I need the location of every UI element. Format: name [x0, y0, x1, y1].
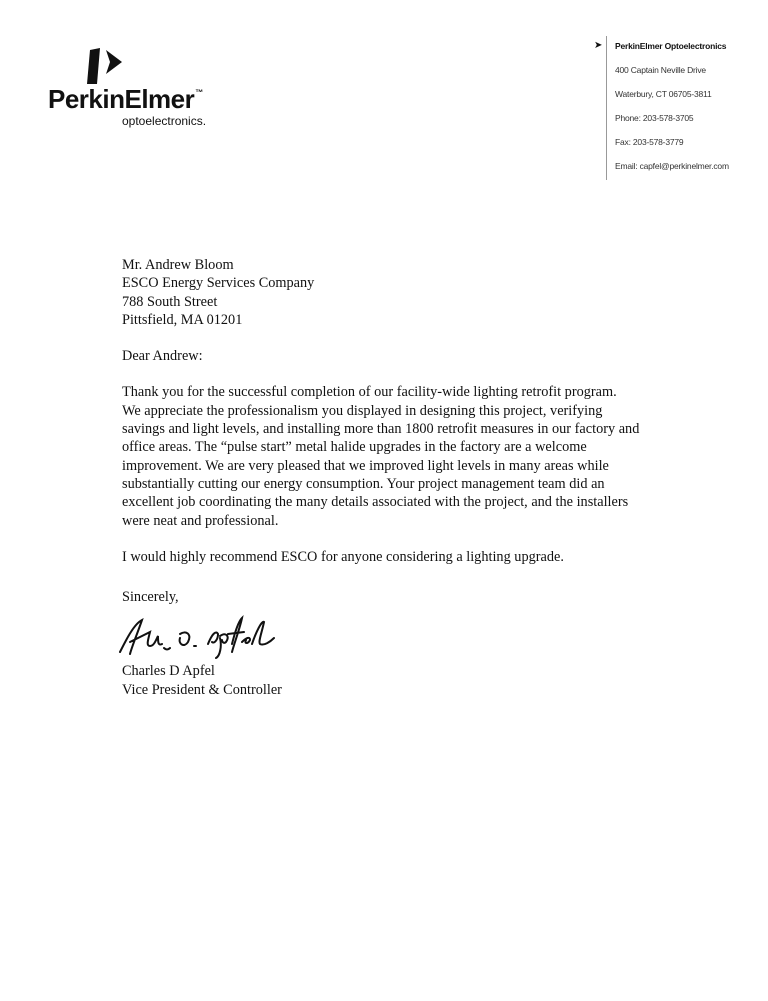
perkinelmer-logo: [48, 44, 228, 126]
recipient-company: ESCO Energy Services Company: [122, 275, 315, 292]
sender-contact-block: [594, 36, 756, 180]
signer-name: Charles D Apfel: [122, 663, 215, 680]
letter-body: [122, 256, 682, 699]
logo-wordmark: [48, 84, 203, 115]
signer-title: Vice President & Controller: [122, 681, 282, 698]
contact-city: Waterbury, CT 06705-3811: [615, 89, 712, 99]
paragraph-1: [122, 383, 682, 529]
logo-trademark: ™: [195, 88, 203, 97]
contact-fax: Fax: 203-578-3779: [615, 137, 684, 147]
signer-block: [122, 662, 682, 699]
logo-subtitle: optoelectronics.: [122, 114, 207, 128]
logo-mark-icon: [86, 44, 146, 86]
salutation: Dear Andrew:: [122, 348, 203, 365]
paragraph-2: I would highly recommend ESCO for anyone considering a lighting upgrade.: [122, 548, 564, 565]
right-arrow-icon: ➤: [594, 40, 603, 51]
paragraph-line: Thank you for the successful completion of our facility-wide lighting retrofit program.: [122, 384, 617, 401]
contact-company: PerkinElmer Optoelectronics: [615, 41, 727, 51]
paragraph-line: office areas. The “pulse start” metal halide upgrades in the factory are a welcome: [122, 439, 587, 456]
contact-street: 400 Captain Neville Drive: [615, 65, 706, 75]
logo-company-name: PerkinElmer: [48, 84, 195, 114]
paragraph-line: savings and light levels, and installing more than 1800 retrofit measures in our factory and: [122, 421, 640, 438]
recipient-street: 788 South Street: [122, 293, 218, 310]
paragraph-line: excellent job coordinating the many details associated with the project, and the installers: [122, 494, 629, 511]
handwritten-signature-icon: [116, 612, 286, 662]
recipient-address: [122, 256, 682, 329]
contact-email: Email: capfel@perkinelmer.com: [615, 161, 729, 171]
closing: Sincerely,: [122, 589, 179, 606]
paragraph-line: improvement. We are very pleased that we improved light levels in many areas while: [122, 457, 609, 474]
paragraph-line: were neat and professional.: [122, 512, 279, 529]
contact-phone: Phone: 203-578-3705: [615, 113, 694, 123]
paragraph-line: substantially cutting our energy consumption. Your project management team did an: [122, 475, 605, 492]
paragraph-line: We appreciate the professionalism you displayed in designing this project, verifying: [122, 402, 603, 419]
recipient-name: Mr. Andrew Bloom: [122, 257, 234, 273]
contact-lines: [606, 36, 756, 180]
recipient-city: Pittsfield, MA 01201: [122, 311, 243, 328]
signature-image: [122, 610, 682, 662]
